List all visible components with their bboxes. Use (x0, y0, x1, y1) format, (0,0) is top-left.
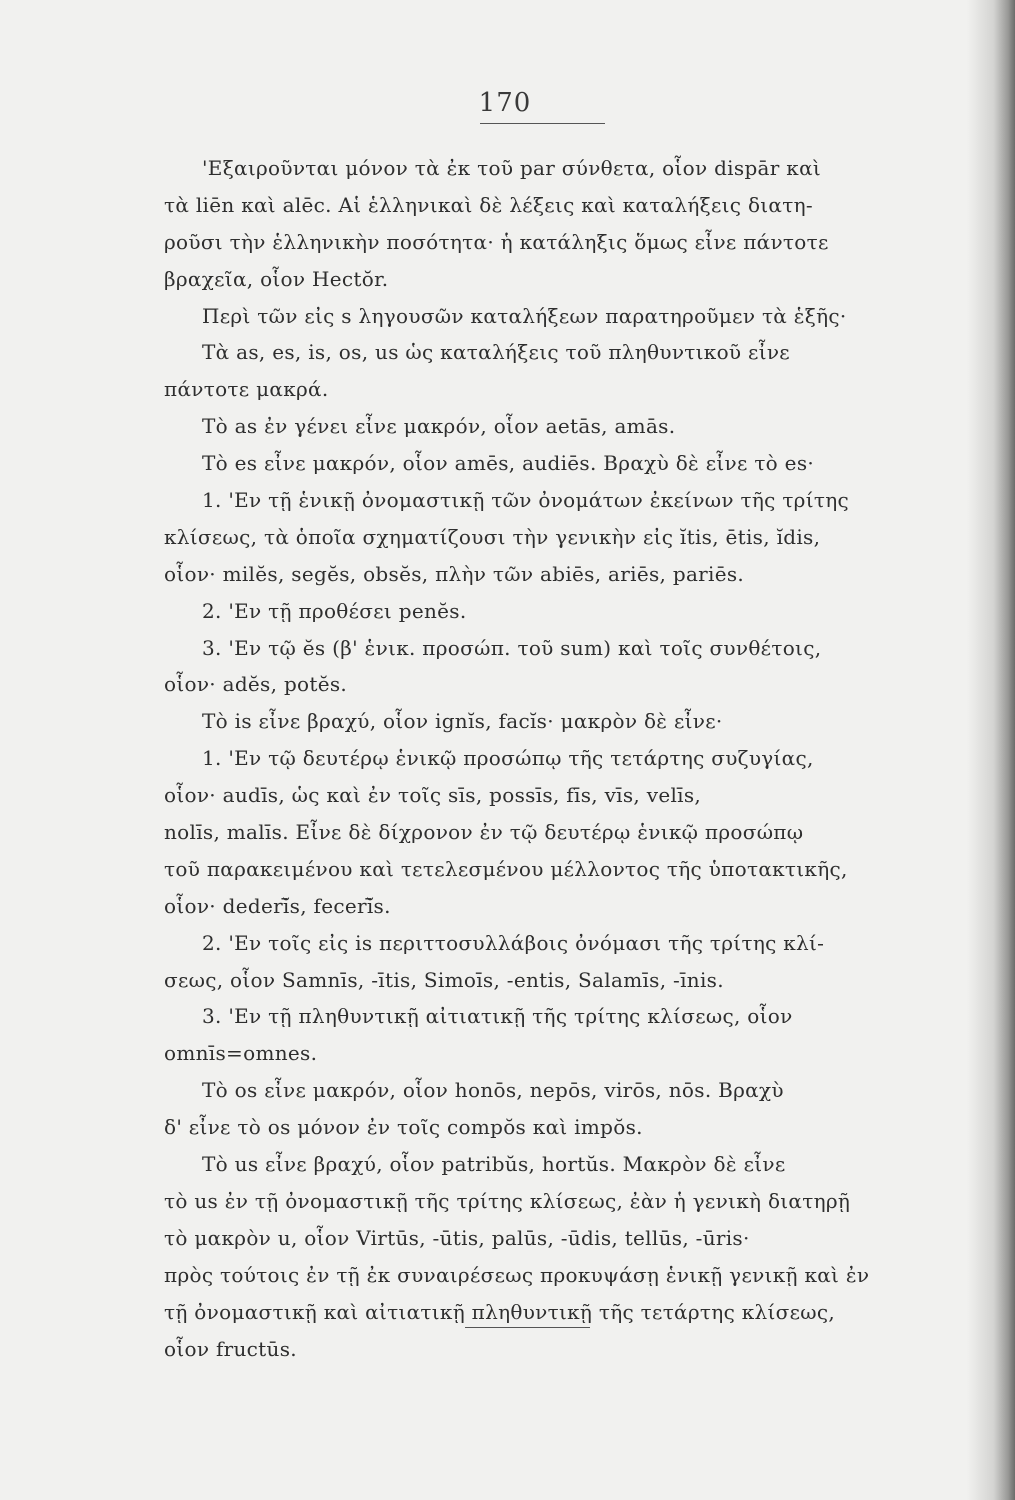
footer-rule (465, 1327, 590, 1328)
text-line: 2. 'Εν τῇ προθέσει penĕs. (202, 598, 467, 623)
text-line: κλίσεως, τὰ ὁποῖα σχηματίζουσι τὴν γενικὴν εἰς ĭtis, ētis, ĭdis, (164, 524, 821, 549)
text-line: οἷον· audīs, ὡς καὶ ἐν τοῖς sīs, possīs, fīs, vīs, velīs, (164, 783, 702, 808)
text-line: οἷον· adĕs, potĕs. (164, 672, 348, 697)
text-line: οἷον· milĕs, segĕs, obsĕs, πλὴν τῶν abiēs, ariēs, pariēs. (164, 561, 745, 586)
text-line: Τὸ es εἶνε μακρόν, οἷον amēs, audiēs. Βραχὺ δὲ εἶνε τὸ es· (202, 451, 815, 476)
text-line: ροῦσι τὴν ἑλληνικὴν ποσότητα· ἡ κατάληξις ὅμως εἶνε πάντοτε (164, 229, 829, 254)
text-line: 'Εξαιροῦνται μόνον τὰ ἐκ τοῦ par σύνθετα, οἷον dispār καὶ (202, 156, 822, 180)
text-line: nolīs, malīs. Εἶνε δὲ δίχρονον ἐν τῷ δευτέρῳ ἑνικῷ προσώπῳ (164, 820, 804, 845)
text-line: τὰ liēn καὶ alēc. Αἱ ἑλληνικαὶ δὲ λέξεις καὶ καταλήξεις διατη- (164, 192, 813, 217)
text-line: Τὸ os εἶνε μακρόν, οἷον honōs, nepōs, virōs, nōs. Βραχὺ (202, 1078, 784, 1103)
text-line: οἷον· dederĭ̄s, fecerĭ̄s. (164, 893, 391, 918)
text-line: 1. 'Εν τῇ ἑνικῇ ὀνομαστικῇ τῶν ὀνομάτων ἐκείνων τῆς τρίτης (202, 488, 850, 513)
text-line: τὸ μακρὸν u, οἷον Virtūs, -ūtis, palūs, -ūdis, tellūs, -ūris· (164, 1225, 750, 1250)
text-line: τοῦ παρακειμένου καὶ τετελεσμένου μέλλοντος τῆς ὑποτακτικῆς, (164, 856, 848, 881)
header-rule (480, 123, 605, 124)
text-line: Τὸ us εἶνε βραχύ, οἷον patribŭs, hortŭs. Μακρὸν δὲ εἶνε (202, 1152, 786, 1177)
text-line: Τὸ is εἶνε βραχύ, οἷον ignĭs, facĭs· μακρὸν δὲ εἶνε· (202, 709, 723, 734)
text-line: πρὸς τούτοις ἐν τῇ ἐκ συναιρέσεως προκυψάσῃ ἑνικῇ γενικῇ καὶ ἐν (164, 1262, 870, 1287)
text-line: δ' εἶνε τὸ os μόνον ἐν τοῖς compŏs καὶ impŏs. (164, 1115, 643, 1140)
text-line: σεως, οἷον Samnīs, -ītis, Simoīs, -entis, Salamīs, -īnis. (164, 967, 724, 992)
body-text (164, 150, 880, 1367)
text-line: 3. 'Εν τῷ ĕs (β' ἑνικ. προσώπ. τοῦ sum) καὶ τοῖς συνθέτοις, (202, 635, 822, 660)
text-line: 3. 'Εν τῇ πληθυντικῇ αἰτιατικῇ τῆς τρίτης κλίσεως, οἷον (202, 1004, 793, 1029)
text-line: Τὰ as, es, is, os, us ὡς καταλήξεις τοῦ πληθυντικοῦ εἶνε (202, 340, 790, 365)
text-line: omnīs=omnes. (164, 1041, 318, 1066)
page-number: 170 (478, 88, 532, 118)
text-line: βραχεῖα, οἷον Hectŏr. (164, 266, 389, 291)
text-line: τὸ us ἐν τῇ ὀνομαστικῇ τῆς τρίτης κλίσεως, ἐὰν ἡ γενικὴ διατηρῇ (164, 1188, 851, 1213)
text-line: 2. 'Εν τοῖς εἰς is περιττοσυλλάβοις ὀνόμασι τῆς τρίτης κλί- (202, 930, 825, 955)
text-line: 1. 'Εν τῷ δευτέρῳ ἑνικῷ προσώπῳ τῆς τετάρτης συζυγίας, (202, 746, 814, 771)
text-line: πάντοτε μακρά. (164, 377, 329, 402)
text-line: οἷον fructūs. (164, 1336, 297, 1361)
page-edge-shadow (967, 0, 1015, 1500)
text-line: Περὶ τῶν εἰς s ληγουσῶν καταλήξεων παρατηροῦμεν τὰ ἑξῆς· (202, 303, 847, 328)
text-line: τῇ ὀνομαστικῇ καὶ αἰτιατικῇ πληθυντικῇ τῆς τετάρτης κλίσεως, (164, 1299, 836, 1324)
text-line: Τὸ as ἐν γένει εἶνε μακρόν, οἷον aetās, amās. (202, 414, 676, 439)
